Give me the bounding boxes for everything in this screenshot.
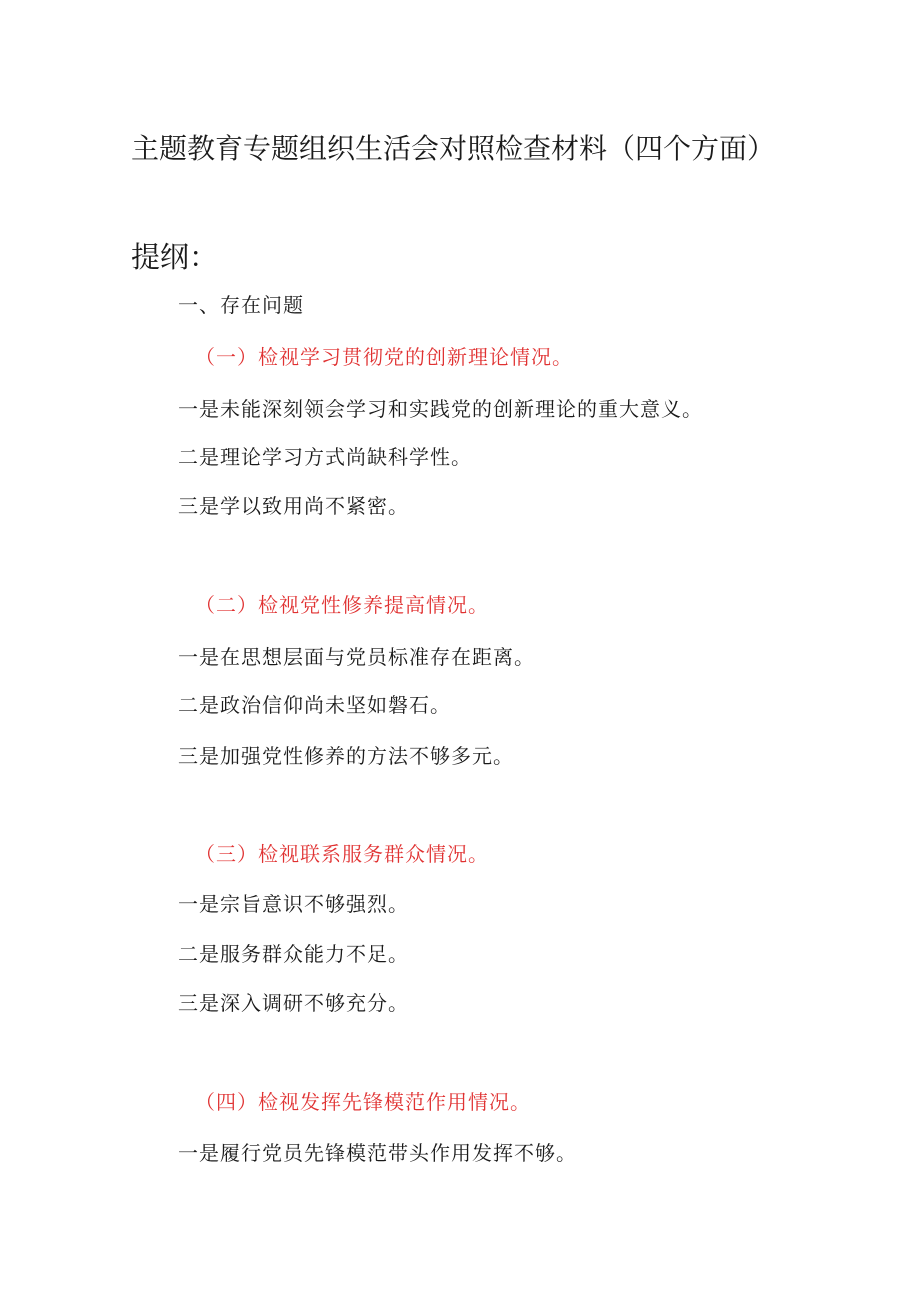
outline-label: 提纲： bbox=[131, 240, 219, 274]
document-title: 主题教育专题组织生活会对照检查材料（四个方面） bbox=[131, 132, 776, 165]
list-item: 三是加强党性修养的方法不够多元。 bbox=[178, 744, 514, 768]
list-item: 二是理论学习方式尚缺科学性。 bbox=[178, 445, 472, 469]
list-item: 一是在思想层面与党员标准存在距离。 bbox=[178, 645, 535, 669]
list-item: 一是宗旨意识不够强烈。 bbox=[178, 892, 409, 916]
list-item: 二是服务群众能力不足。 bbox=[178, 942, 409, 966]
subsection-heading-1: （一）检视学习贯彻党的创新理论情况。 bbox=[195, 345, 573, 369]
list-item: 三是学以致用尚不紧密。 bbox=[178, 494, 409, 518]
subsection-heading-3: （三）检视联系服务群众情况。 bbox=[195, 842, 489, 866]
list-item: 三是深入调研不够充分。 bbox=[178, 991, 409, 1015]
section-heading-problems: 一、存在问题 bbox=[178, 293, 304, 317]
subsection-heading-2: （二）检视党性修养提高情况。 bbox=[195, 593, 489, 617]
list-item: 二是政治信仰尚未坚如磐石。 bbox=[178, 693, 451, 717]
subsection-heading-4: （四）检视发挥先锋模范作用情况。 bbox=[195, 1090, 531, 1114]
list-item: 一是履行党员先锋模范带头作用发挥不够。 bbox=[178, 1141, 577, 1165]
list-item: 一是未能深刻领会学习和实践党的创新理论的重大意义。 bbox=[178, 397, 703, 421]
